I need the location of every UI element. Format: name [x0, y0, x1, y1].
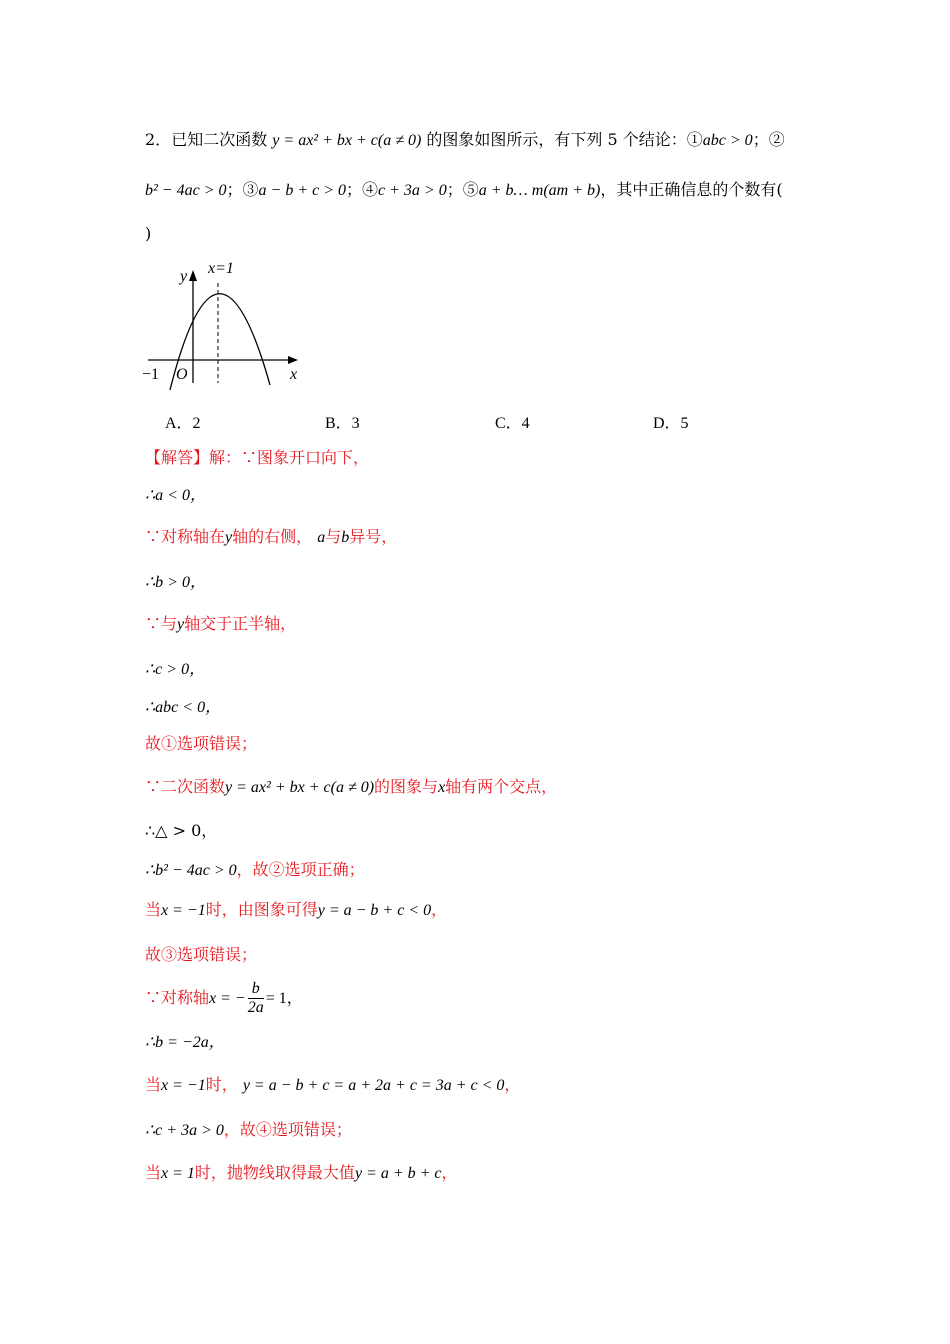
solution-line-15: ∴b = −2a，	[145, 1034, 225, 1051]
question-line-1: 2．已知二次函数 y = ax² + bx + c(a ≠ 0) 的图象如图所示，有下列 5 个结论：①abc > 0；②	[145, 130, 785, 149]
origin-label: O	[176, 366, 188, 383]
question-number: 2．	[145, 130, 172, 149]
solution-tag: 【解答】	[145, 448, 210, 467]
solution-line-1: 【解答】解：∵图象开口向下，	[145, 448, 370, 467]
solution-line-16: 当x = −1时， y = a − b + c = a + 2a + c = 3a + c < 0，	[145, 1075, 521, 1094]
question-line-2: b² − 4ac > 0；③a − b + c > 0；④c + 3a > 0；⑤a + b… m(am + b)，其中正确信息的个数有(	[145, 180, 783, 199]
solution-line-2: ∴a < 0，	[145, 487, 206, 504]
solution-line-13: 故③选项错误；	[145, 945, 258, 964]
parabola-graph	[140, 255, 310, 390]
question-line-3: )	[145, 224, 152, 243]
option-b: B．3	[325, 415, 360, 432]
solution-line-7: ∴abc < 0，	[145, 699, 222, 716]
option-a: A．2	[165, 415, 201, 432]
solution-line-14: ∵对称轴x = − $\frac{b}{2a}$ = 1，	[145, 980, 303, 1016]
solution-line-11: ∴b² − 4ac > 0，故②选项正确；	[145, 860, 365, 879]
function-expression: y = ax² + bx + c(a ≠ 0)	[272, 132, 422, 149]
option-c: C．4	[495, 415, 530, 432]
solution-line-10: ∴△ > 0，	[145, 821, 218, 840]
solution-line-3: ∵对称轴在y轴的右侧， a与b异号，	[145, 527, 398, 546]
y-axis-label: y	[180, 268, 188, 285]
solution-line-18: 当x = 1时，抛物线取得最大值y = a + b + c，	[145, 1163, 458, 1182]
solution-line-5: ∵与y轴交于正半轴，	[145, 614, 297, 633]
solution-line-8: 故①选项错误；	[145, 734, 258, 753]
solution-line-12: 当x = −1时，由图象可得y = a − b + c < 0，	[145, 900, 448, 919]
x-axis-label: x	[290, 366, 298, 383]
solution-line-6: ∴c > 0，	[145, 661, 206, 678]
neg-one-label: −1	[142, 366, 160, 383]
x-axis-arrow	[288, 356, 298, 364]
solution-line-17: ∴c + 3a > 0，故④选项错误；	[145, 1120, 352, 1139]
y-axis-arrow	[189, 270, 197, 281]
symmetry-axis-label: x=1	[208, 260, 234, 277]
solution-line-4: ∴b > 0，	[145, 574, 206, 591]
solution-line-9: ∵二次函数y = ax² + bx + c(a ≠ 0)的图象与x轴有两个交点，	[145, 777, 558, 796]
option-d: D．5	[653, 415, 689, 432]
fraction-b-over-2a: $\frac{b}{2a}$	[247, 980, 264, 1016]
